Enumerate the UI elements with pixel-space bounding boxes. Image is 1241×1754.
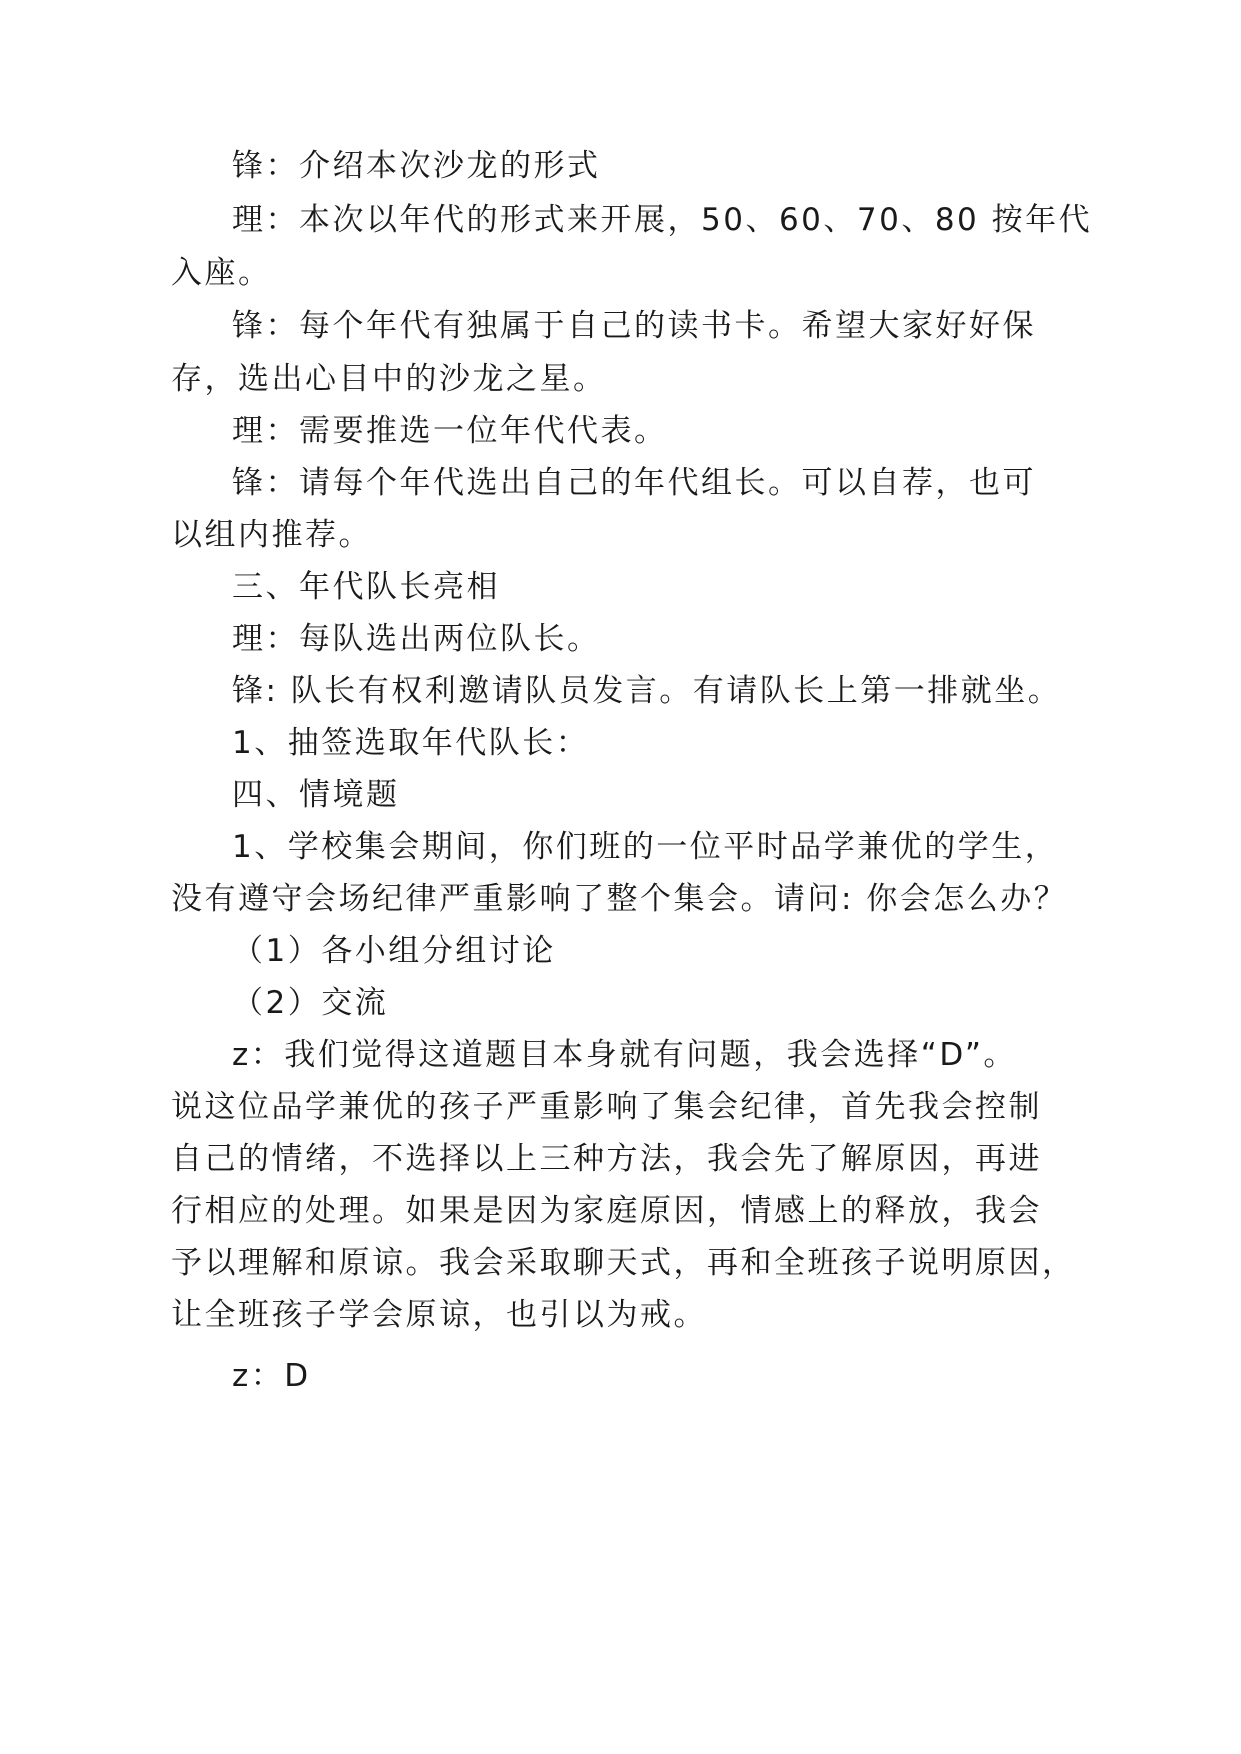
- text-line: 以组内推荐。: [171, 517, 372, 553]
- section-heading: 四、情境题: [232, 777, 400, 813]
- text-line: 存，选出心目中的沙龙之星。: [171, 361, 607, 397]
- text-line: 自己的情绪，不选择以上三种方法，我会先了解原因，再进: [171, 1141, 1042, 1177]
- text-line: 锋: 队长有权利邀请队员发言。有请队长上第一排就坐。: [232, 673, 1062, 709]
- text-line: （2）交流: [232, 985, 389, 1021]
- text-line: 锋：每个年代有独属于自己的读书卡。希望大家好好保: [232, 308, 1036, 344]
- text-line: 入座。: [171, 255, 272, 291]
- text-line: 理：需要推选一位年代代表。: [232, 413, 668, 449]
- text-line: 没有遵守会场纪律严重影响了整个集会。请问: 你会怎么办？: [171, 881, 1068, 917]
- text-line: 予以理解和原谅。我会采取聊天式，再和全班孩子说明原因，: [171, 1245, 1076, 1281]
- text-line: 锋：介绍本次沙龙的形式: [232, 148, 601, 184]
- text-line: z：我们觉得这道题目本身就有问题，我会选择“D”。: [232, 1037, 1017, 1073]
- text-line: 说这位品学兼优的孩子严重影响了集会纪律，首先我会控制: [171, 1089, 1042, 1125]
- text-line: 理：本次以年代的形式来开展，50、60、70、80 按年代: [232, 202, 1093, 238]
- text-line: 行相应的处理。如果是因为家庭原因，情感上的释放，我会: [171, 1193, 1042, 1229]
- text-line: 锋：请每个年代选出自己的年代组长。可以自荐，也可: [232, 465, 1036, 501]
- text-line: （1）各小组分组讨论: [232, 933, 556, 969]
- text-line: 让全班孩子学会原谅，也引以为戒。: [171, 1297, 707, 1333]
- text-line: 1、抽签选取年代队长：: [232, 725, 590, 761]
- text-line: 1、学校集会期间，你们班的一位平时品学兼优的学生，: [232, 829, 1059, 865]
- section-heading: 三、年代队长亮相: [232, 569, 500, 605]
- text-line: z：D: [232, 1358, 311, 1394]
- text-line: 理：每队选出两位队长。: [232, 621, 601, 657]
